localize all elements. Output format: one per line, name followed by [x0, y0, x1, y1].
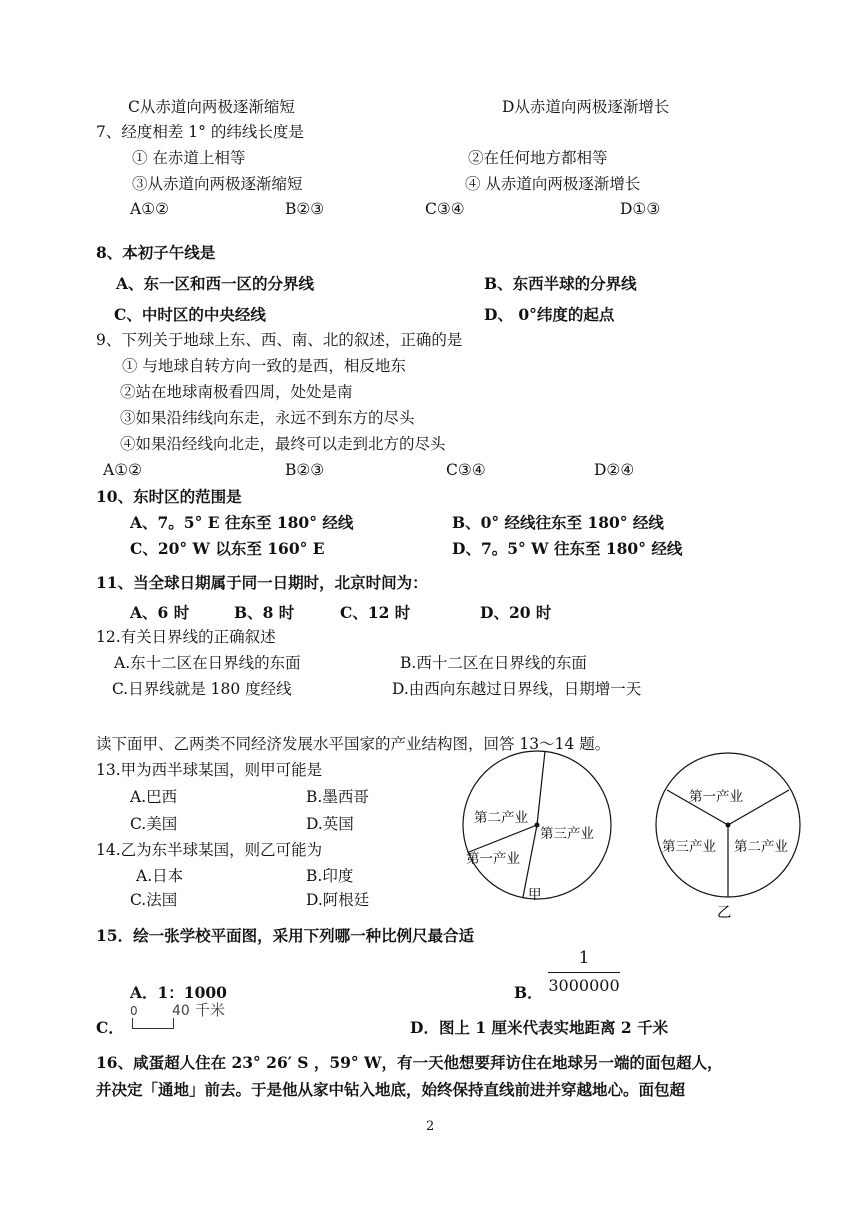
q14-option-a: A.日本	[136, 867, 184, 885]
q9-option-b: B②③	[285, 461, 325, 479]
reading-intro: 读下面甲、乙两类不同经济发展水平国家的产业结构图，回答 13～14 题。	[96, 735, 611, 753]
q14-option-d: D.阿根廷	[306, 891, 370, 909]
q7-option-b: B②③	[285, 200, 325, 218]
q11-stem: 11、当全球日期属于同一日期时，北京时间为：	[96, 573, 428, 592]
q15-option-b-prefix: B．	[514, 983, 543, 1002]
q12-option-b: B.西十二区在日界线的东面	[400, 654, 587, 672]
q9-statement-2: ②站在地球南极看四周，处处是南	[120, 383, 353, 401]
page-number: 2	[426, 1119, 435, 1134]
q15-option-b-numerator: 1	[578, 948, 590, 968]
pie-jia-divider-1	[537, 751, 545, 825]
q10-option-b: B、0° 经线往东至 180° 经线	[452, 513, 664, 532]
q16-line-1: 16、咸蛋超人住在 23° 26′ S ，59° W，有一天他想要拜访住在地球另一端的面包超人，	[96, 1053, 723, 1072]
pie-jia-center	[535, 823, 540, 828]
q14-stem: 14.乙为东半球某国，则乙可能为	[96, 841, 323, 859]
q7-option-a: A①②	[130, 200, 169, 218]
q7-option-c: C③④	[425, 200, 465, 218]
q8-option-d: D、 0°纬度的起点	[484, 305, 615, 324]
q13-option-c: C.美国	[130, 815, 178, 833]
q12-option-c: C.日界线就是 180 度经线	[112, 680, 292, 698]
q15-option-b-fraction-bar	[548, 972, 620, 973]
q11-option-d: D、20 时	[480, 603, 552, 622]
q15-scale-bar	[132, 1018, 174, 1029]
q15-option-d: D．图上 1 厘米代表实地距离 2 千米	[410, 1018, 669, 1037]
q8-stem: 8、本初子午线是	[96, 243, 216, 262]
q9-option-d: D②④	[594, 461, 635, 479]
pie-yi-label-primary: 第一产业	[689, 789, 743, 805]
q10-stem: 10、东时区的范围是	[96, 487, 242, 506]
q16-line-2: 并决定「通地」前去。于是他从家中钻入地底，始终保持直线前进并穿越地心。面包超	[96, 1080, 686, 1099]
q13-option-a: A.巴西	[130, 788, 178, 806]
pie-jia-label-secondary: 第二产业	[474, 810, 528, 826]
q14-option-c: C.法国	[130, 891, 178, 909]
q7-statement-2: ②在任何地方都相等	[468, 149, 608, 167]
q7-statement-1: ① 在赤道上相等	[132, 149, 246, 167]
q7-stem: 7、经度相差 1° 的纬线长度是	[96, 123, 304, 141]
pie-yi-label-tertiary: 第三产业	[662, 839, 716, 855]
q10-option-d: D、7。5° W 往东至 180° 经线	[452, 539, 683, 558]
q9-statement-1: ① 与地球自转方向一致的是西，相反地东	[122, 357, 406, 375]
q13-option-d: D.英国	[306, 815, 354, 833]
q9-statement-4: ④如果沿经线向北走，最终可以走到北方的尽头	[120, 435, 446, 453]
q7-option-d: D①③	[620, 200, 661, 218]
q14-option-b: B.印度	[306, 867, 354, 885]
q15-stem: 15．绘一张学校平面图，采用下列哪一种比例尺最合适	[96, 926, 475, 945]
pie-jia-label-tertiary: 第三产业	[540, 826, 594, 842]
q13-option-b: B.墨西哥	[306, 788, 369, 806]
q9-statement-3: ③如果沿纬线向东走，永远不到东方的尽头	[120, 409, 415, 427]
q9-option-c: C③④	[446, 461, 486, 479]
q8-option-b: B、东西半球的分界线	[484, 274, 637, 293]
pie-jia-label-primary: 第一产业	[466, 851, 520, 867]
q12-option-a: A.东十二区在日界线的东面	[114, 654, 301, 672]
q10-option-c: C、20° W 以东至 160° E	[130, 539, 325, 558]
q15-scale-value: 40	[172, 1003, 190, 1019]
q15-option-b-denominator: 3000000	[548, 976, 620, 995]
q8-option-c: C、中时区的中央经线	[114, 305, 266, 324]
pie-chart-jia	[463, 751, 611, 903]
q8-option-a: A、东一区和西一区的分界线	[116, 274, 315, 293]
q11-option-c: C、12 时	[340, 603, 411, 622]
q12-option-d: D.由西向东越过日界线，日期增一天	[392, 680, 642, 698]
q6-option-d: D从赤道向两极逐渐增长	[502, 98, 670, 116]
q15-scale-unit: 千米	[195, 1001, 226, 1019]
q7-statement-4: ④ 从赤道向两极逐渐增长	[465, 175, 641, 193]
q13-stem: 13.甲为西半球某国，则甲可能是	[96, 761, 323, 779]
pie-yi-title: 乙	[717, 905, 732, 921]
pie-yi-center	[726, 823, 731, 828]
q11-option-a: A、6 时	[130, 603, 190, 622]
q15-scale-zero: 0	[130, 1004, 138, 1018]
q15-option-a: A．1：1000	[130, 983, 227, 1002]
q15-option-c-prefix: C．	[96, 1018, 124, 1037]
q7-statement-3: ③从赤道向两极逐渐缩短	[132, 175, 303, 193]
pie-yi-label-secondary: 第二产业	[734, 839, 788, 855]
pie-jia-title: 甲	[528, 887, 542, 903]
q11-option-b: B、8 时	[234, 603, 295, 622]
q10-option-a: A、7。5° E 往东至 180° 经线	[130, 513, 354, 532]
pie-jia-divider-3	[469, 825, 537, 852]
q6-option-c: C从赤道向两极逐渐缩短	[128, 98, 295, 116]
q9-option-a: A①②	[103, 461, 142, 479]
q12-stem: 12.有关日界线的正确叙述	[96, 628, 276, 646]
q9-stem: 9、下列关于地球上东、西、南、北的叙述，正确的是	[96, 331, 463, 349]
pie-chart-yi	[656, 753, 800, 921]
